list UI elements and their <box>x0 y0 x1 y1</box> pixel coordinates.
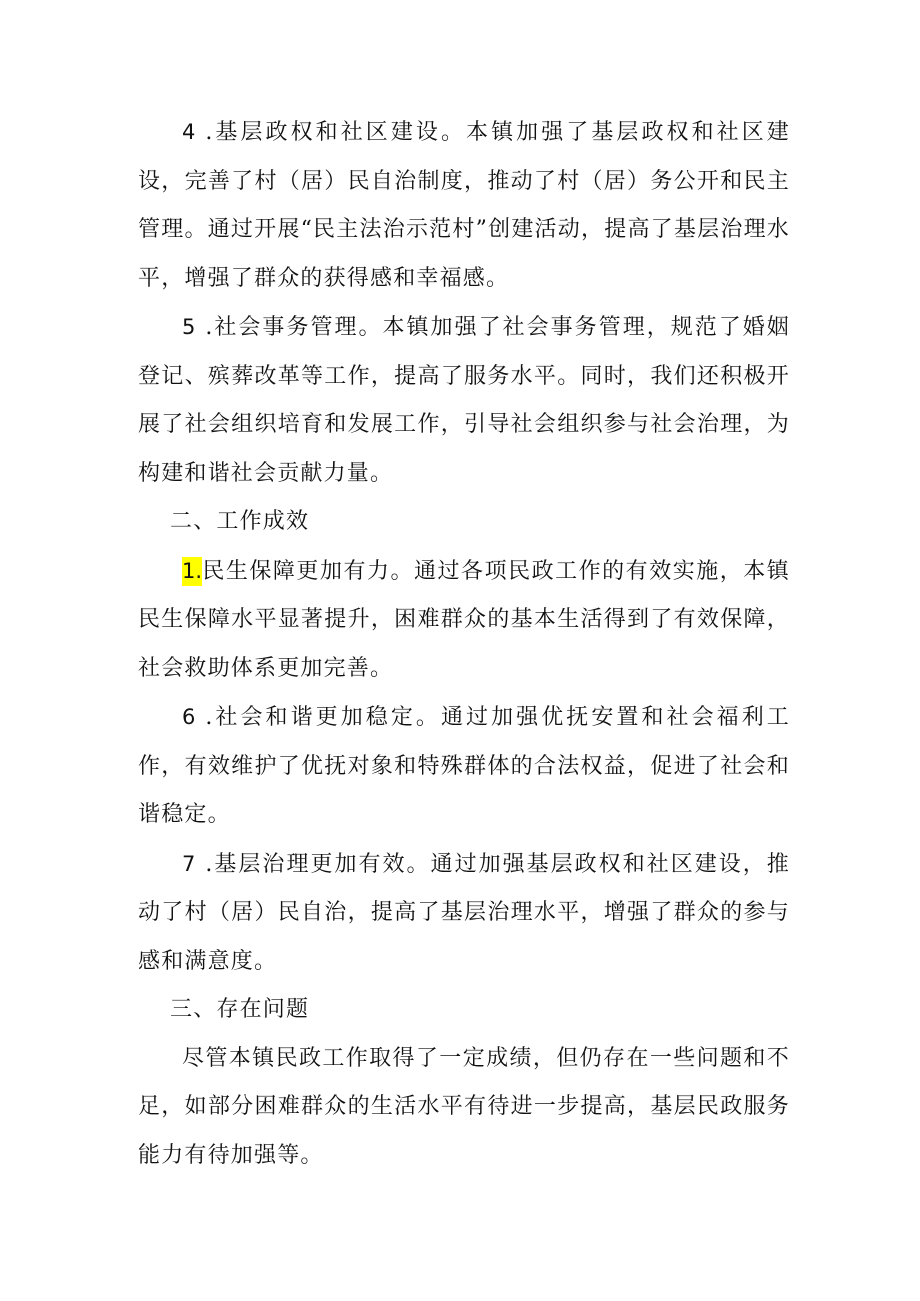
section-heading-results: 二、工作成效 <box>170 509 310 534</box>
paragraph-problems <box>138 1035 790 1181</box>
paragraph-result-7 <box>138 840 790 987</box>
item-number: 6 <box>182 705 196 729</box>
item-number: 7 <box>182 851 196 876</box>
paragraph-result-6 <box>138 693 790 840</box>
item-number: 4 <box>182 120 196 144</box>
paragraph-text: .基层治理更加有效。通过加强基层政权和社区建设，推动了村（居）民自治，提高了基层治理水平，增强了群众的参与感和满意度。 <box>138 851 790 974</box>
paragraph-item-4 <box>138 108 790 303</box>
paragraph-result-1 <box>138 547 790 694</box>
highlighted-item-number: 1. <box>182 557 202 586</box>
paragraph-item-5 <box>138 303 790 498</box>
paragraph-text: 民生保障更加有力。通过各项民政工作的有效实施，本镇民生保障水平显著提升，困难群众的基本生活得到了有效保障，社会救助体系更加完善。 <box>138 558 790 681</box>
paragraph-text: .基层政权和社区建设。本镇加强了基层政权和社区建设，完善了村（居）民自治制度，推动了村（居）务公开和民主管理。通过开展“民主法治示范村”创建活动，提高了基层治理水平，增强了群众的获得感和幸福感。 <box>138 120 790 291</box>
section-heading-problems: 三、存在问题 <box>170 997 310 1022</box>
item-number: 5 <box>182 315 196 339</box>
paragraph-text: 尽管本镇民政工作取得了一定成绩，但仍存在一些问题和不足，如部分困难群众的生活水平有待进一步提高，基层民政服务能力有待加强等。 <box>138 1045 790 1168</box>
document-body <box>138 108 790 1180</box>
paragraph-text: .社会事务管理。本镇加强了社会事务管理，规范了婚姻登记、殡葬改革等工作，提高了服务水平。同时，我们还积极开展了社会组织培育和发展工作，引导社会组织参与社会治理，为构建和谐社会贡献力量。 <box>138 315 790 486</box>
paragraph-text: .社会和谐更加稳定。通过加强优抚安置和社会福利工作，有效维护了优抚对象和特殊群体的合法权益，促进了社会和谐稳定。 <box>138 705 790 827</box>
